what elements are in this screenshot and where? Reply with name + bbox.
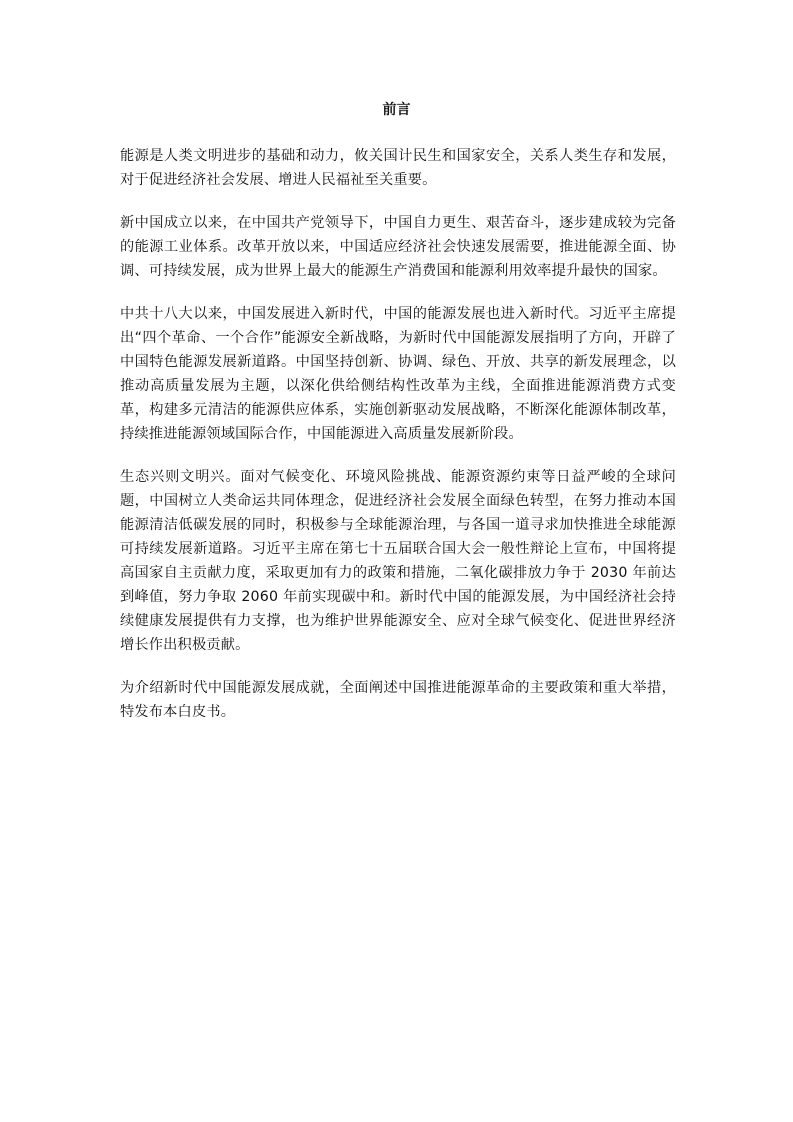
document-body (120, 144, 676, 743)
paragraph-5: 为介绍新时代中国能源发展成就，全面阐述中国推进能源革命的主要政策和重大举措，特发布本白皮书。 (120, 680, 676, 720)
page-title: 前言 (382, 102, 411, 118)
paragraph-3: 中共十八大以来，中国发展进入新时代，中国的能源发展也进入新时代。习近平主席提出“四个革命、一个合作”能源安全新战略，为新时代中国能源发展指明了方向，开辟了中国特色能源发展新道路。中国坚持创新、协调、绿色、开放、共享的新发展理念，以推动高质量发展为主题，以深化供给侧结构性改革为主线，全面推进能源消费方式变革，构建多元清洁的能源供应体系，实施创新驱动发展战略，不断深化能源体制改革，持续推进能源领域国际合作，中国能源进入高质量发展新阶段。 (120, 306, 676, 442)
paragraph-4: 生态兴则文明兴。面对气候变化、环境风险挑战、能源资源约束等日益严峻的全球问题，中国树立人类命运共同体理念，促进经济社会发展全面绿色转型，在努力推动本国能源清洁低碳发展的同时，积极参与全球能源治理，与各国一道寻求加快推进全球能源可持续发展新道路。习近平主席在第七十五届联合国大会一般性辩论上宣布，中国将提高国家自主贡献力度，采取更加有力的政策和措施，二氧化碳排放力争于 2030 年前达到峰值，努力争取 2060 年前实现碳中和。新时代中国的能源发展，为中国经济社会持续健康发展提供有力支撑，也为维护世界能源安全、应对全球气候变化、促进世界经济增长作出积极贡献。 (120, 469, 676, 653)
paragraph-1: 能源是人类文明进步的基础和动力，攸关国计民生和国家安全，关系人类生存和发展，对于促进经济社会发展、增进人民福祉至关重要。 (120, 148, 676, 188)
paragraph-2: 新中国成立以来，在中国共产党领导下，中国自力更生、艰苦奋斗，逐步建成较为完备的能源工业体系。改革开放以来，中国适应经济社会快速发展需要，推进能源全面、协调、可持续发展，成为世界上最大的能源生产消费国和能源利用效率提升最快的国家。 (120, 215, 676, 279)
